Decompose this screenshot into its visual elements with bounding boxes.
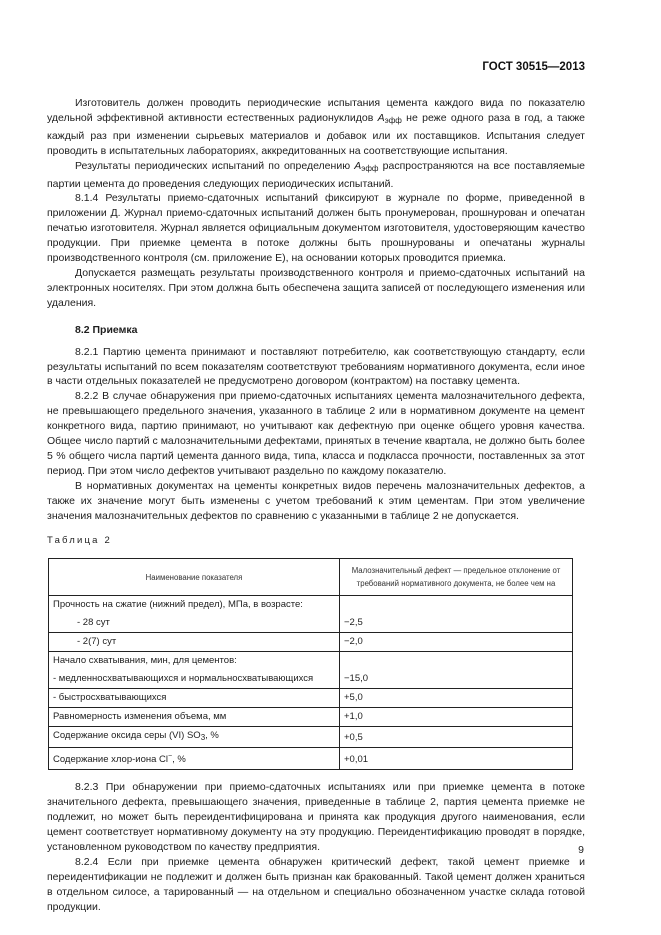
text-run: , % — [172, 754, 186, 766]
indicator-cell: Равномерность изменения объема, мм — [49, 708, 340, 727]
empty-cell — [340, 652, 573, 671]
value-cell: +0,5 — [340, 727, 573, 748]
page-content — [47, 96, 585, 915]
paragraph-periodic-tests — [47, 96, 585, 159]
table-caption: Таблица 2 — [47, 535, 112, 547]
text-run: Результаты периодических испытаний по определению — [75, 159, 355, 172]
indicator-cell — [49, 727, 340, 748]
paragraph-normative-docs: В нормативных документах на цементы конкретных видов перечень малозначительных дефектов, а также их значение могут быть изменены с учетом требований к этим цементам. При этом увеличение значения малозначительных дефектов по сравнению с указанными в таблице 2 не допускается. — [47, 479, 585, 522]
section-heading: 8.2 Приемка — [75, 323, 138, 336]
text-run: не реже одного раза в год, а также каждый раз при изменении сырьевых материалов и добавок или их поставщиков. Испытания следует проводить в испытательных лабораториях, аккредитованных на соответствующие испытания. — [47, 111, 585, 157]
column-header-deviation: Малозначительный дефект — предельное отклонение от требований нормативного документа, не более чем на — [340, 559, 573, 596]
subscript: 3 — [200, 733, 206, 743]
indicator-cell: - 2(7) сут — [49, 633, 340, 652]
symbol-subscript: эфф — [361, 163, 379, 173]
value-cell: +1,0 — [340, 708, 573, 727]
page-number: 9 — [578, 844, 584, 856]
document-standard-header: ГОСТ 30515—2013 — [482, 61, 585, 73]
table-group-row — [49, 652, 573, 671]
table-row — [49, 727, 573, 748]
text-run: Содержание хлор-иона Cl — [53, 754, 169, 766]
empty-cell — [340, 596, 573, 615]
group-title-setting: Начало схватывания, мин, для цементов: — [49, 652, 340, 671]
table-row — [49, 748, 573, 770]
table-row — [49, 670, 573, 689]
column-header-indicator: Наименование показателя — [49, 559, 340, 596]
text-run: распространяются на все поставляемые партии цемента до проведения следующих периодических испытаний. — [47, 159, 586, 190]
paragraph-8-2-4: 8.2.4 Если при приемке цемента обнаружен критический дефект, такой цемент приемке и переидентификации не подлежит и должен быть признан как бракованный. Такой цемент должен храниться в отдельном силосе, а тарированный — на отдельном и специально обозначенном участке склада готовой продукции. — [47, 855, 585, 913]
defects-table — [48, 558, 573, 770]
symbol-subscript: эфф — [384, 115, 402, 125]
table-row — [49, 633, 573, 652]
value-cell: −2,0 — [340, 633, 573, 652]
table-row — [49, 708, 573, 727]
table-group-row — [49, 596, 573, 615]
table-header-row — [49, 559, 573, 596]
value-cell: +0,01 — [340, 748, 573, 770]
paragraph-electronic-media: Допускается размещать результаты производственного контроля и приемо-сдаточных испытаний на электронных носителях. При этом должна быть обеспечена защита записей от последующего изменения или удаления. — [47, 266, 585, 309]
text-run: Содержание оксида серы (VI) SO — [53, 730, 201, 742]
value-cell: +5,0 — [340, 689, 573, 708]
indicator-cell: - 28 сут — [49, 614, 340, 633]
symbol-a: A — [354, 159, 362, 172]
table-row — [49, 689, 573, 708]
paragraph-8-2-3: 8.2.3 При обнаружении при приемо-сдаточных испытаниях или при приемке цемента в потоке значительного дефекта, превышающего значения, приведенные в таблице 2, партия цемента приемке не подлежит, но может быть переидентифицирована и принята как продукция другого наименования, если цемент соответствует нормативному документу на эту продукцию. Переидентификацию проводят в порядке, установленном руководством по качеству предприятия. — [47, 781, 585, 853]
group-title-strength: Прочность на сжатие (нижний предел), МПа, в возрасте: — [49, 596, 340, 615]
superscript: − — [168, 753, 173, 761]
text-run: , % — [205, 730, 219, 742]
symbol-a: A — [377, 111, 385, 124]
indicator-cell: - медленносхватывающихся и нормальносхватывающихся — [49, 670, 340, 689]
paragraph-8-2-1: 8.2.1 Партию цемента принимают и поставляют потребителю, как соответствующую стандарту, если результаты испытаний по всем показателям соответствуют требованиям нормативного документа, если иное в части отдельных показателей не предусмотрено договором (контрактом) на поставку цемента. — [47, 345, 585, 388]
paragraph-8-1-4: 8.1.4 Результаты приемо-сдаточных испытаний фиксируют в журнале по форме, приведенной в приложении Д. Журнал приемо-сдаточных испытаний должен быть пронумерован, прошнурован и опечатан печатью изготовителя. Журнал является официальным документом изготовителя, удостоверяющим качество продукции. При приемке цемента в потоке должны быть прошнурованы и опечатаны журналы производственного контроля (см. приложение Е), на основании которых проводится приемка. — [47, 192, 585, 265]
text-run: Изготовитель должен проводить периодические испытания цемента каждого вида по показателю удельной эффективной активности естественных радионуклидов — [47, 97, 585, 124]
paragraph-periodic-results — [47, 159, 585, 192]
indicator-cell — [49, 748, 340, 770]
value-cell: −2,5 — [340, 614, 573, 633]
indicator-cell: - быстросхватывающихся — [49, 689, 340, 708]
paragraph-8-2-2: 8.2.2 В случае обнаружения при приемо-сдаточных испытаниях цемента малозначительного дефекта, не превышающего предельного значения, указанного в таблице 2 или в нормативном документе на цемент конкретного вида, партию принимают, но учитывают как дефектную при оценке общего уровня качества. Общее число партий с малозначительными дефектами, принятых в течение квартала, не должно быть более 5 % общего числа партий цемента данного вида, типа, класса и подкласса прочности, поставленных за этот период. При этом число дефектов учитывают раздельно по каждому показателю. — [47, 390, 585, 477]
table-row — [49, 614, 573, 633]
value-cell: −15,0 — [340, 670, 573, 689]
